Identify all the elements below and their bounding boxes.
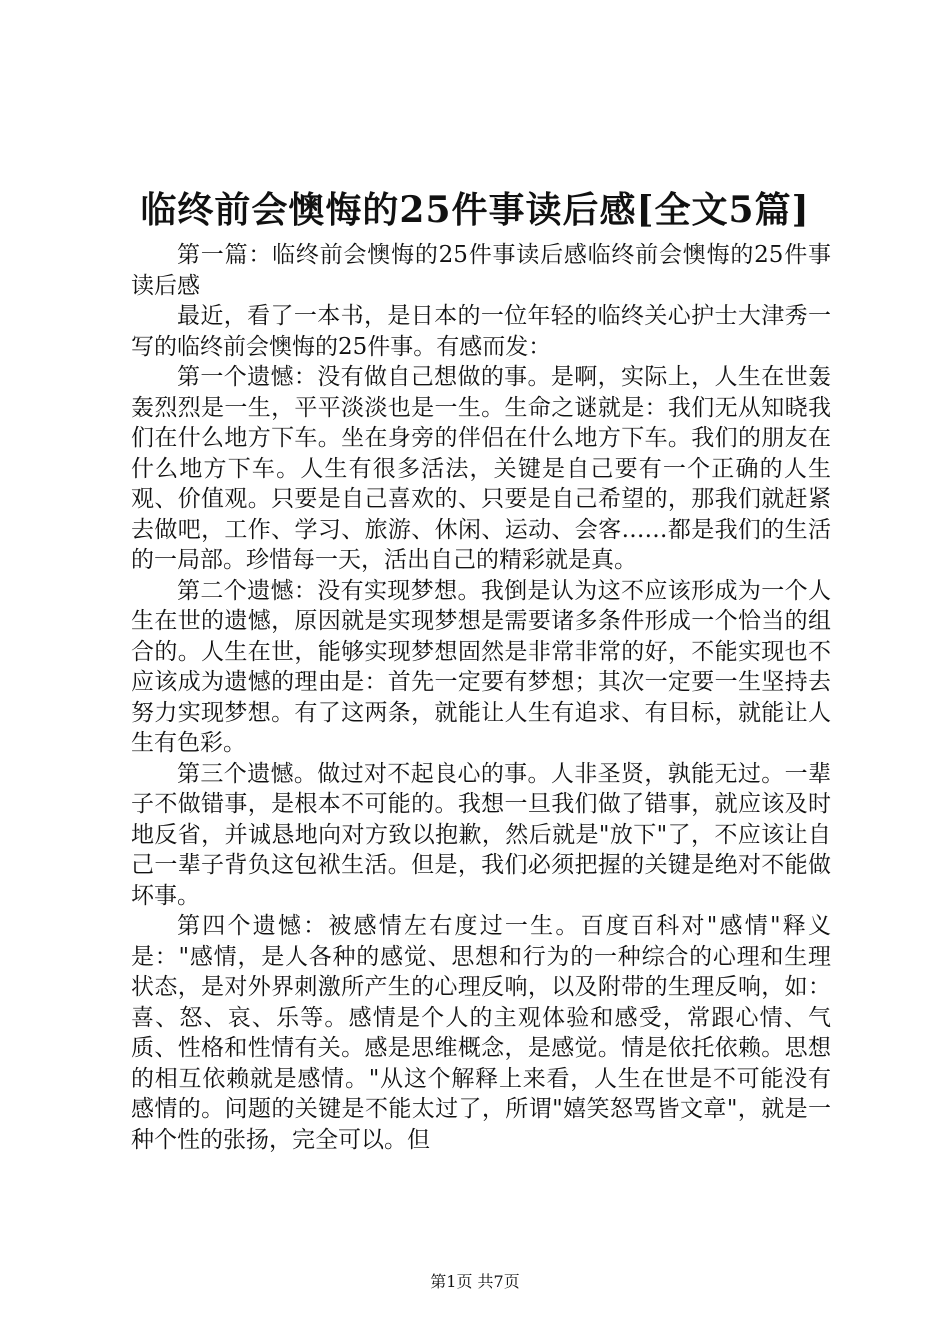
paragraph: 第二个遗憾：没有实现梦想。我倒是认为这不应该形成为一个人生在世的遗憾，原因就是实现梦想是需要诸多条件形成一个恰当的组合的。人生在世，能够实现梦想固然是非常非常的好，不能实现也不应该成为遗憾的理由是：首先一定要有梦想；其次一定要一生坚持去努力实现梦想。有了这两条，就能让人生有追求、有目标，就能让人生有色彩。 — [131, 577, 831, 756]
page-footer: 第1页 共7页 — [430, 1272, 520, 1291]
paragraph: 最近，看了一本书，是日本的一位年轻的临终关心护士大津秀一写的临终前会懊悔的25件事。有感而发： — [131, 303, 831, 360]
paragraph: 第一个遗憾：没有做自己想做的事。是啊，实际上，人生在世轰轰烈烈是一生，平平淡淡也是一生。生命之谜就是：我们无从知晓我们在什么地方下车。坐在身旁的伴侣在什么地方下车。我们的朋友在什么地方下车。人生有很多活法，关键是自己要有一个正确的人生观、价值观。只要是自己喜欢的、只要是自己希望的，那我们就赶紧去做吧，工作、学习、旅游、休闲、运动、会客……都是我们的生活的一局部。珍惜每一天，活出自己的精彩就是真。 — [131, 364, 831, 573]
document-body — [131, 240, 831, 1155]
paragraph: 第四个遗憾：被感情左右度过一生。百度百科对"感情"释义是："感情，是人各种的感觉、思想和行为的一种综合的心理和生理状态，是对外界刺激所产生的心理反响，以及附带的生理反响，如：喜、怒、哀、乐等。感情是个人的主观体验和感受，常跟心情、气质、性格和性情有关。感是思维概念，是感觉。情是依托依赖。思想的相互依赖就是感情。"从这个解释上来看，人生在世是不可能没有感情的。问题的关键是不能太过了，所谓"嬉笑怒骂皆文章"，就是一种个性的张扬，完全可以。但 — [131, 913, 831, 1153]
paragraph: 第三个遗憾。做过对不起良心的事。人非圣贤，孰能无过。一辈子不做错事，是根本不可能的。我想一旦我们做了错事，就应该及时地反省，并诚恳地向对方致以抱歉，然后就是"放下"了，不应该让自己一辈子背负这包袱生活。但是，我们必须把握的关键是绝对不能做坏事。 — [131, 760, 831, 909]
paragraph: 第一篇：临终前会懊悔的25件事读后感临终前会懊悔的25件事读后感 — [131, 242, 831, 299]
document-title: 临终前会懊悔的25件事读后感[全文5篇] — [140, 189, 810, 231]
